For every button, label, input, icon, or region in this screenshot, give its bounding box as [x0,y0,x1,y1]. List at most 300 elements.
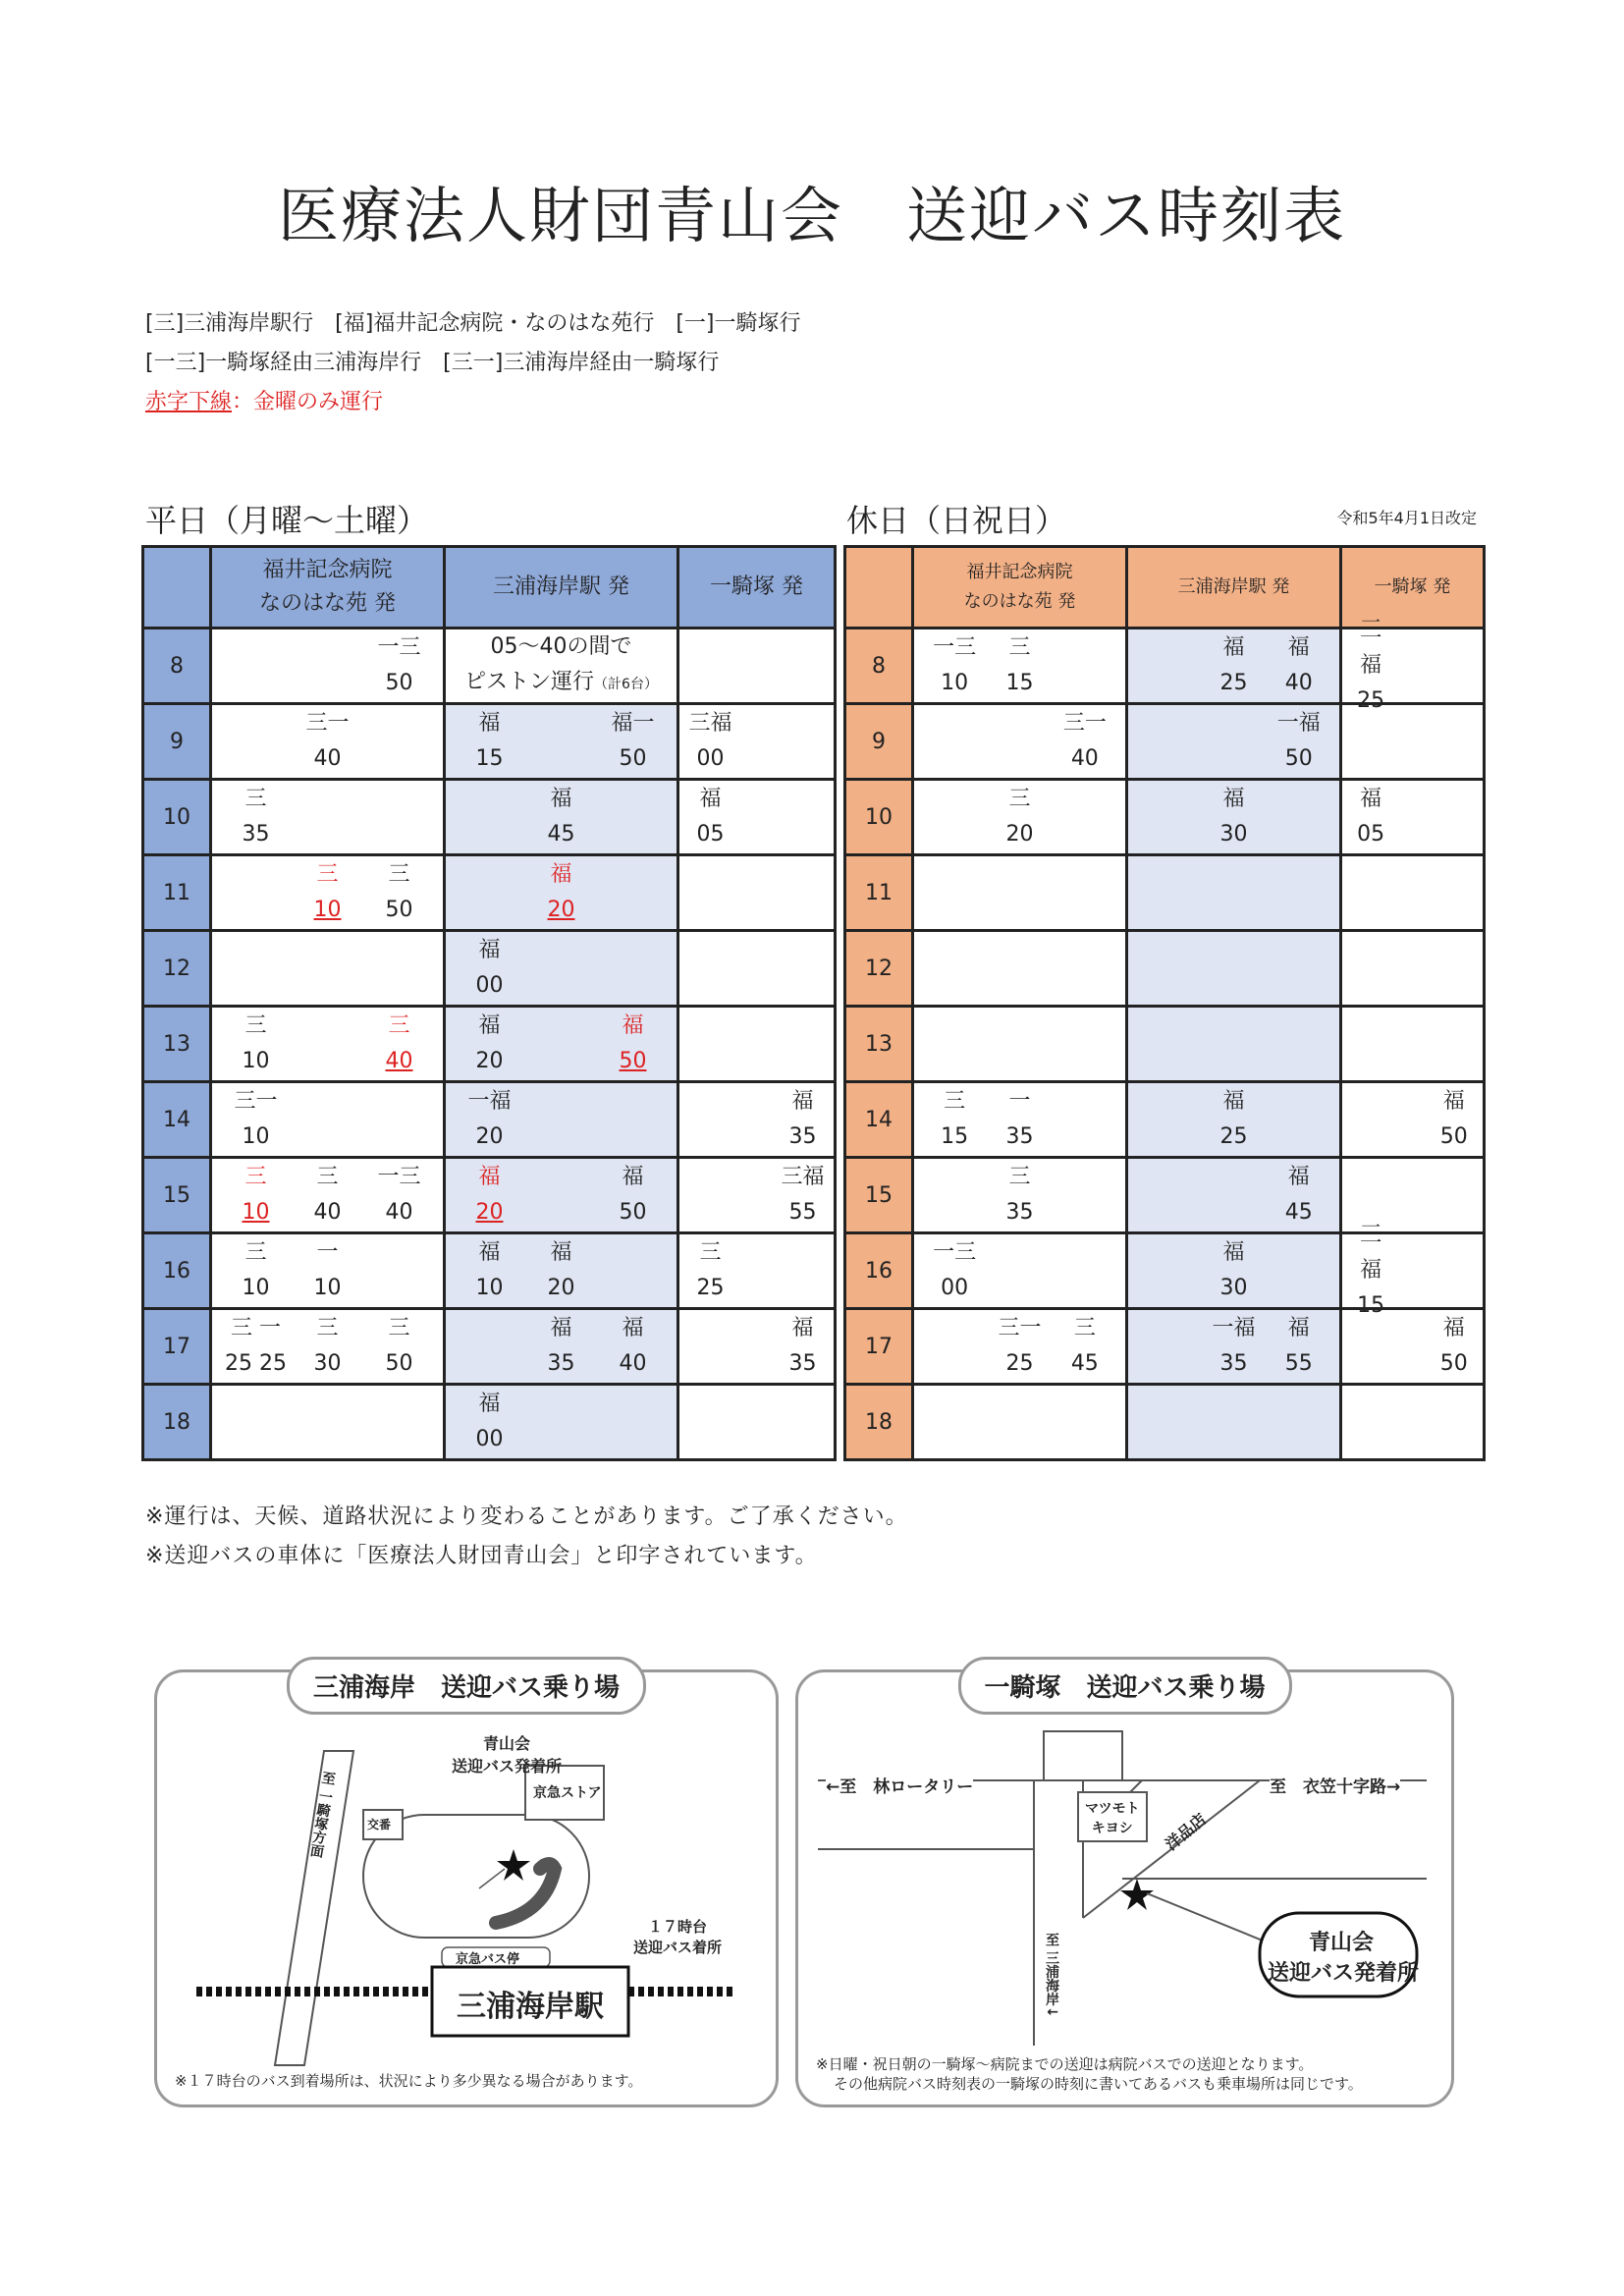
destination-code [220,630,292,666]
departure-minute: 10 [475,1276,504,1300]
departure-minute [220,741,292,777]
destination-code [363,706,435,741]
piston-line-1: 05～40の間で [490,634,632,659]
map-miura-note: ※１７時台のバス到着場所は、状況により多少異なる場合があります。 [175,2072,643,2090]
departure-minute: 25 [1357,688,1385,713]
departure-minute [1434,683,1475,719]
time-cell [211,931,445,1007]
hour-row [845,1233,1485,1309]
departure-minute [363,1120,435,1155]
departure-minute [1136,1195,1201,1230]
destination-code: 三 [244,1165,267,1189]
destination-code [454,857,525,893]
destination-code: 福 [478,1165,501,1189]
time-cell-content [212,1159,443,1231]
destination-row [1350,1311,1475,1346]
hour-label: 16 [143,1233,211,1309]
hour-row [143,780,836,855]
time-cell [1126,1082,1340,1158]
destination-row [687,782,826,817]
time-cell [1340,618,1484,713]
departure-minute: 00 [696,746,725,771]
departure-minute: 50 [619,746,647,771]
departure-row [922,1271,1117,1306]
destination-code: 一福 [1276,711,1321,736]
departure-minute: 40 [385,1049,413,1073]
time-cell-content [914,705,1125,778]
departure-minute: 20 [547,898,575,922]
destination-row [687,1311,826,1346]
departure-minute: 00 [475,1427,504,1451]
destination-code [363,782,435,817]
destination-code: 一三 [377,1165,421,1189]
destination-code: 三 [244,787,267,811]
time-cell [1126,629,1340,704]
hour-row [143,1007,836,1082]
departure-minute: 40 [619,1351,647,1376]
departure-minute [363,817,435,852]
time-cell-content [212,932,443,1005]
time-cell-content [446,932,677,1005]
time-cell-content [914,1310,1125,1383]
destination-row [1136,782,1331,817]
map-miura-office-l2: 送迎バス発着所 [452,1757,563,1776]
map-ikkizuka-shop1 [1085,1798,1140,1837]
departure-minute: 10 [242,1124,270,1149]
destination-code: 三 [316,1316,339,1340]
departure-row [220,1271,435,1306]
time-cell [211,780,445,855]
destination-code: 一福 [1212,1316,1256,1340]
destination-code [292,1009,363,1044]
map-miura-koban: 交番 [367,1818,392,1831]
destination-code [1391,1218,1433,1288]
piston-line-2 [454,665,669,702]
destination-code [1350,1084,1391,1120]
departure-minute: 50 [1439,1351,1468,1376]
time-cell [678,1082,836,1158]
legend-line-1: [三]三浦海岸駅行 [福]福井記念病院・なのはな苑行 [一]一騎塚行 [145,311,801,336]
destination-code: 福 [550,1240,572,1265]
hour-row [845,1385,1485,1460]
destination-row [454,1311,669,1346]
destination-code [780,706,826,741]
destination-code: 一三 [377,635,421,660]
destination-code [525,1084,597,1120]
departure-row [922,666,1117,701]
time-cell-content [1128,1386,1339,1458]
hour-row [143,931,836,1007]
destination-code [597,857,669,893]
departure-minute [597,1120,669,1155]
departure-row [220,1120,435,1155]
destination-code [922,1311,987,1346]
notes [145,1498,908,1576]
departure-minute [525,968,597,1004]
departure-minute [220,666,292,701]
hour-row [143,1158,836,1233]
map-ikkizuka-office-l1: 青山会 [1308,1931,1374,1955]
departure-row [1350,1346,1475,1382]
departure-minute: 50 [619,1200,647,1225]
departure-row [1136,817,1331,852]
hour-label: 12 [143,931,211,1007]
departure-minute [454,817,525,852]
destination-code [1136,782,1201,817]
time-cell [211,629,445,704]
destination-code [1434,782,1475,817]
time-cell [211,1385,445,1460]
hour-row [143,704,836,780]
hour-label: 10 [143,780,211,855]
hour-row [143,629,836,704]
departure-minute [733,1346,780,1382]
hour-label: 13 [845,1007,913,1082]
departure-minute: 40 [385,1200,413,1225]
departure-row [454,1346,669,1382]
departure-row [220,1346,435,1382]
departure-minute [363,1271,435,1306]
destination-code: 一三 [933,635,977,660]
departure-minute [1053,1195,1117,1230]
hour-label: 11 [143,855,211,931]
hour-row [143,855,836,931]
destination-code: 福 [699,787,722,811]
time-cell-content [212,1008,443,1080]
departure-minute: 05 [1357,822,1385,847]
destination-row [1350,782,1475,817]
map-ikkizuka-office [1268,1926,1420,1987]
time-cell [678,931,836,1007]
destination-row [1350,1218,1475,1288]
departure-minute: 25 [696,1276,725,1300]
departure-minute: 25 [1219,671,1248,695]
departure-minute [780,741,826,777]
time-cell [1340,780,1484,855]
departure-minute: 45 [1284,1200,1313,1225]
hour-row [845,855,1485,931]
departure-minute [363,741,435,777]
destination-code: 福 [1287,1316,1310,1340]
piston-text: ピストン運行 [464,670,595,694]
time-cell [913,1233,1127,1309]
map-miura-stop17 [633,1916,722,1957]
time-cell-content [1128,781,1339,853]
time-cell-content [679,1310,834,1383]
time-cell [211,1007,445,1082]
departure-minute [292,1044,363,1079]
time-cell [913,629,1127,704]
destination-row [220,1160,435,1195]
departure-minute [1267,1120,1331,1155]
departure-minute: 30 [1219,822,1248,847]
time-cell [913,855,1127,931]
departure-row [454,1120,669,1155]
time-cell [445,1309,678,1385]
map-miura-direction: 至 一騎塚方面 [307,1770,337,1859]
departure-minute [454,1346,525,1382]
time-cell-content [679,856,834,929]
time-cell-content [1128,1234,1339,1307]
time-cell-content [212,1310,443,1383]
destination-code [597,933,669,968]
time-cell-content [679,1159,834,1231]
time-cell-content [1128,932,1339,1005]
legend-friday-only: ：金曜のみ運行 [232,390,384,414]
time-cell [211,1233,445,1309]
departure-minute [292,817,363,852]
time-cell [678,855,836,931]
destination-code: 三 [316,862,339,887]
time-cell-content [1128,1310,1339,1383]
departure-minute: 35 [1005,1200,1034,1225]
destination-code [597,1084,669,1120]
destination-code [1136,1235,1201,1271]
map-ikkizuka-note-1: ※日曜・祝日朝の一騎塚～病院までの送迎は病院バスでの送迎となります。 [816,2055,1314,2073]
departure-row [1136,741,1331,777]
time-cell [678,1007,836,1082]
weekday-timetable [141,545,837,1461]
destination-code: 三 [1008,635,1031,660]
destination-row [1136,1084,1331,1120]
time-cell-content [679,932,834,1005]
map-ikkizuka-title: 一騎塚 送迎バス乗り場 [957,1657,1291,1715]
time-cell [445,780,678,855]
departure-minute [1434,817,1475,852]
destination-code: 福 [478,711,501,736]
destination-code [733,706,780,741]
time-cell-content [1342,1310,1483,1383]
departure-minute [1391,1346,1433,1382]
destination-code [454,782,525,817]
departure-minute [1053,1271,1117,1306]
hour-label: 15 [845,1158,913,1233]
departure-minute [454,893,525,928]
destination-row [220,782,435,817]
destination-code [1136,1311,1201,1346]
destination-code: 三 [388,862,410,887]
map-miura-store: 京急ストア [533,1785,602,1801]
departure-row [1136,1346,1331,1382]
time-cell [211,1158,445,1233]
time-cell [211,855,445,931]
hour-row [845,780,1485,855]
destination-code [1267,1084,1331,1120]
destination-row [454,1235,669,1271]
destination-code [220,857,292,893]
departure-minute [597,1422,669,1457]
destination-code [597,1387,669,1422]
departure-row [687,741,826,777]
time-cell [913,1007,1127,1082]
departure-minute: 20 [547,1276,575,1300]
piston-content [446,629,677,702]
departure-minute [1136,1120,1201,1155]
hour-label: 16 [845,1233,913,1309]
time-cell-content [914,932,1125,1005]
destination-code [1053,1160,1117,1195]
destination-code: 福 [1222,1240,1245,1265]
departure-row [687,1195,826,1230]
departure-row [454,1195,669,1230]
weekday-heading: 平日（月曜～土曜） [145,502,429,539]
departure-row [220,741,435,777]
departure-minute: 25 [1005,1351,1034,1376]
destination-code: 福 [1222,787,1245,811]
time-cell [678,1158,836,1233]
departure-minute [1267,1271,1331,1306]
time-cell-content [212,781,443,853]
departure-minute: 50 [385,671,413,695]
destination-code: 三 一 [231,1316,281,1340]
legend-red-underline-label: 赤字下線 [145,390,233,414]
destination-row [220,1084,435,1120]
destination-row [1350,1084,1475,1120]
hour-label: 17 [143,1309,211,1385]
destination-code [1053,782,1117,817]
departure-row [922,817,1117,852]
weekday-rows [143,629,836,1460]
departure-minute: 35 [788,1124,817,1149]
departure-minute [1350,1346,1391,1382]
departure-minute [922,817,987,852]
departure-minute [597,893,669,928]
destination-code [1053,1235,1117,1271]
destination-code [220,706,292,741]
departure-minute: 10 [242,1276,270,1300]
time-cell [913,1309,1127,1385]
destination-code: 福 [478,1013,501,1038]
hour-label: 18 [845,1385,913,1460]
departure-row [1136,1271,1331,1306]
departure-row [922,1120,1117,1155]
destination-code: 三一 [234,1089,278,1114]
time-cell-content [914,1083,1125,1156]
piston-cell [445,629,678,704]
weekday-col-fukui-line2: なのはな苑 発 [259,591,396,616]
time-cell-content [212,1386,443,1458]
destination-code [1053,630,1117,666]
departure-minute: 05 [696,822,725,847]
departure-row [454,1271,669,1306]
departure-minute: 10 [313,1276,342,1300]
departure-minute: 10 [941,671,969,695]
time-cell [913,704,1127,780]
departure-row [922,1195,1117,1230]
destination-code: 福 [550,1316,572,1340]
destination-code: 三 [1073,1316,1096,1340]
destination-code: 福 [478,1240,501,1265]
departure-minute [780,1271,826,1306]
departure-row [220,1044,435,1079]
departure-row [454,1044,669,1079]
destination-code [525,706,597,741]
hour-row [845,629,1485,704]
time-cell [1340,1309,1484,1385]
destination-code: 三 [316,1165,339,1189]
departure-minute [987,741,1052,777]
departure-row [687,1120,826,1155]
departure-row [1350,1120,1475,1155]
time-cell-content [914,856,1125,929]
destination-row [220,630,435,666]
time-cell-content [446,781,677,853]
departure-row [454,893,669,928]
departure-minute: 45 [1070,1351,1099,1376]
departure-minute [525,1120,597,1155]
time-cell-content [446,1234,677,1307]
destination-code [1391,1311,1433,1346]
destination-code [1267,1235,1331,1271]
departure-minute: 55 [1284,1351,1313,1376]
destination-code [687,1084,733,1120]
time-cell-content [446,705,677,778]
map-ikkizuka-note-2: その他病院バス時刻表の一騎塚の時刻に書いてあるバスも乗車場所は同じです。 [834,2075,1363,2093]
destination-code [1201,706,1266,741]
weekday-col-ikkizuka-header: 一騎塚 発 [678,547,836,629]
destination-row [1350,613,1475,683]
departure-minute [1136,666,1201,701]
departure-row [454,1422,669,1457]
destination-row [687,1235,826,1271]
hour-label: 10 [845,780,913,855]
time-cell-content [679,781,834,853]
departure-minute [987,1271,1052,1306]
departure-minute: 35 [547,1351,575,1376]
departure-minute: 35 [1005,1124,1034,1149]
map-ikkizuka-right-dir: 至 衣笠十字路→ [1270,1773,1400,1797]
time-cell [445,1082,678,1158]
time-cell-content [1128,1008,1339,1080]
destination-code: 福 [622,1013,644,1038]
holiday-rows [845,618,1485,1460]
time-cell-content [1128,1083,1339,1156]
hour-label: 17 [845,1309,913,1385]
departure-minute: 30 [1219,1276,1248,1300]
departure-minute [687,1120,733,1155]
destination-row [922,706,1117,741]
departure-minute: 35 [242,822,270,847]
holiday-col-ikkizuka-header: 一騎塚 発 [1340,547,1484,629]
destination-code [687,1311,733,1346]
destination-row [922,1160,1117,1195]
destination-code: 三 [1008,1165,1031,1189]
hour-label: 14 [845,1082,913,1158]
destination-row [454,1009,669,1044]
hour-row [143,1385,836,1460]
time-cell-content [1342,618,1483,713]
map-miura-kaigan [154,1669,779,2107]
legend-line-2: [一三]一騎塚経由三浦海岸行 [三一]三浦海岸経由一騎塚行 [145,351,720,375]
destination-code [597,782,669,817]
destination-row [220,1009,435,1044]
departure-minute: 50 [1439,1124,1468,1149]
time-cell-content [212,1234,443,1307]
destination-code [733,1084,780,1120]
time-cell [211,1082,445,1158]
departure-minute [1136,1271,1201,1306]
destination-code: 福 [1360,787,1382,811]
time-cell [1126,1309,1340,1385]
time-cell-content [914,781,1125,853]
destination-code: 三 [388,1013,410,1038]
destination-row [220,706,435,741]
departure-minute: 40 [1070,746,1099,771]
departure-minute: 00 [941,1276,969,1300]
time-cell [445,1385,678,1460]
departure-minute [733,741,780,777]
departure-minute [922,1195,987,1230]
